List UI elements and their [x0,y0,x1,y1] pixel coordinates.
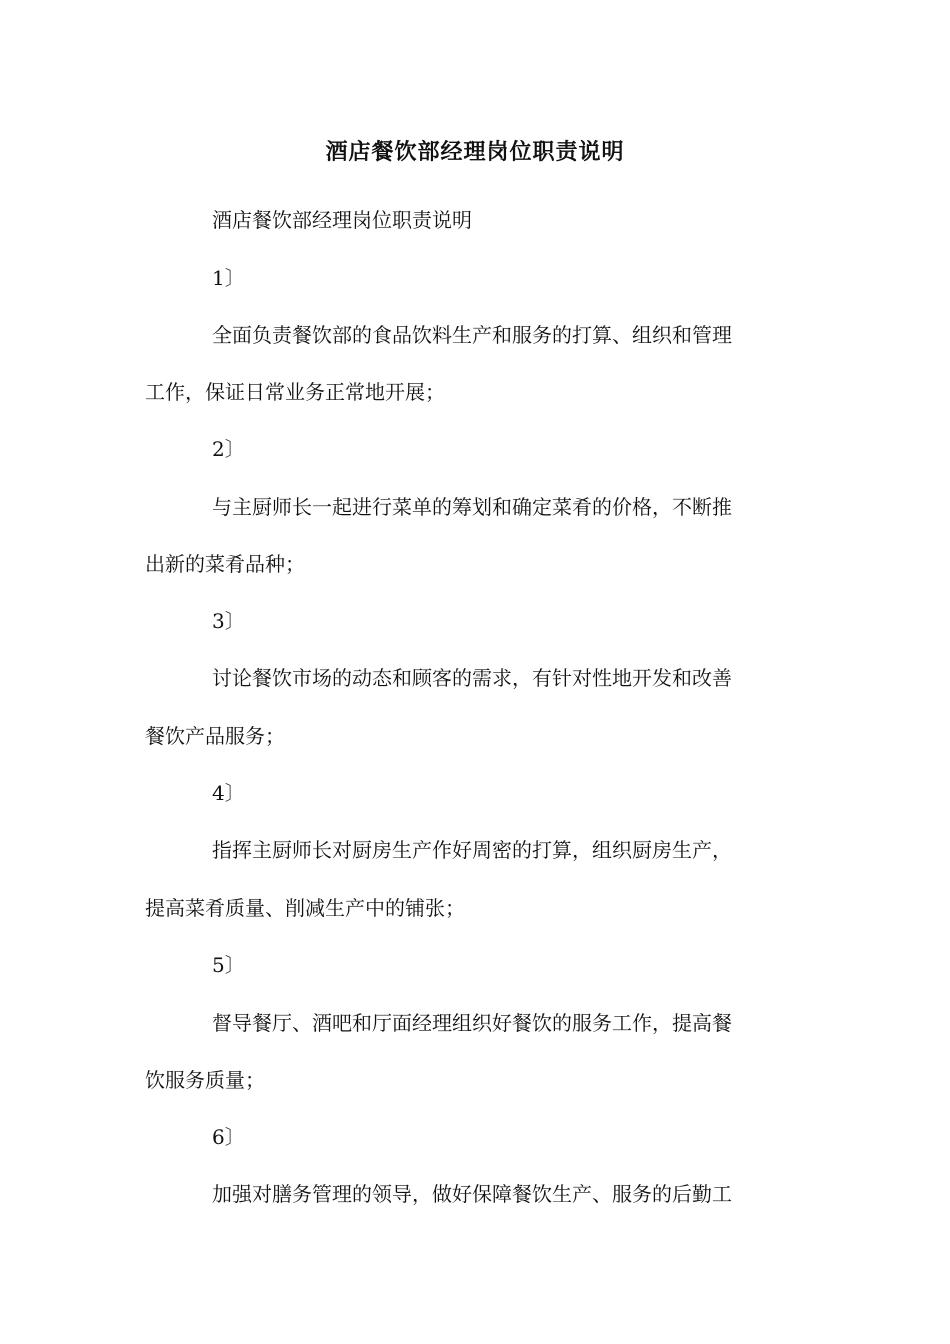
document-title: 酒店餐饮部经理岗位职责说明 [325,139,625,165]
item-text-line-1: 督导餐厅、酒吧和厅面经理组织好餐饮的服务工作，提高餐 [212,1011,732,1035]
item-number-5: 5〕 [212,953,245,977]
item-number-2: 2〕 [212,437,245,461]
item-text-line-2: 出新的菜肴品种； [145,552,305,576]
item-number-1: 1〕 [212,266,245,290]
item-text-line-1: 加强对膳务管理的领导，做好保障餐饮生产、服务的后勤工 [212,1182,732,1206]
item-text-line-1: 与主厨师长一起进行菜单的筹划和确定菜肴的价格，不断推 [212,495,732,519]
item-text-line-2: 餐饮产品服务； [145,724,285,748]
item-number-6: 6〕 [212,1125,245,1149]
item-text-line-1: 全面负责餐饮部的食品饮料生产和服务的打算、组织和管理 [212,323,732,347]
document-subtitle: 酒店餐饮部经理岗位职责说明 [212,208,472,232]
item-text-line-2: 饮服务质量； [145,1068,265,1092]
item-text-line-2: 工作，保证日常业务正常地开展； [145,380,445,404]
item-text-line-2: 提高菜肴质量、削减生产中的铺张； [145,896,465,920]
item-text-line-1: 讨论餐饮市场的动态和顾客的需求，有针对性地开发和改善 [212,666,732,690]
item-text-line-1: 指挥主厨师长对厨房生产作好周密的打算，组织厨房生产， [212,838,732,862]
item-number-3: 3〕 [212,609,245,633]
item-number-4: 4〕 [212,781,245,805]
